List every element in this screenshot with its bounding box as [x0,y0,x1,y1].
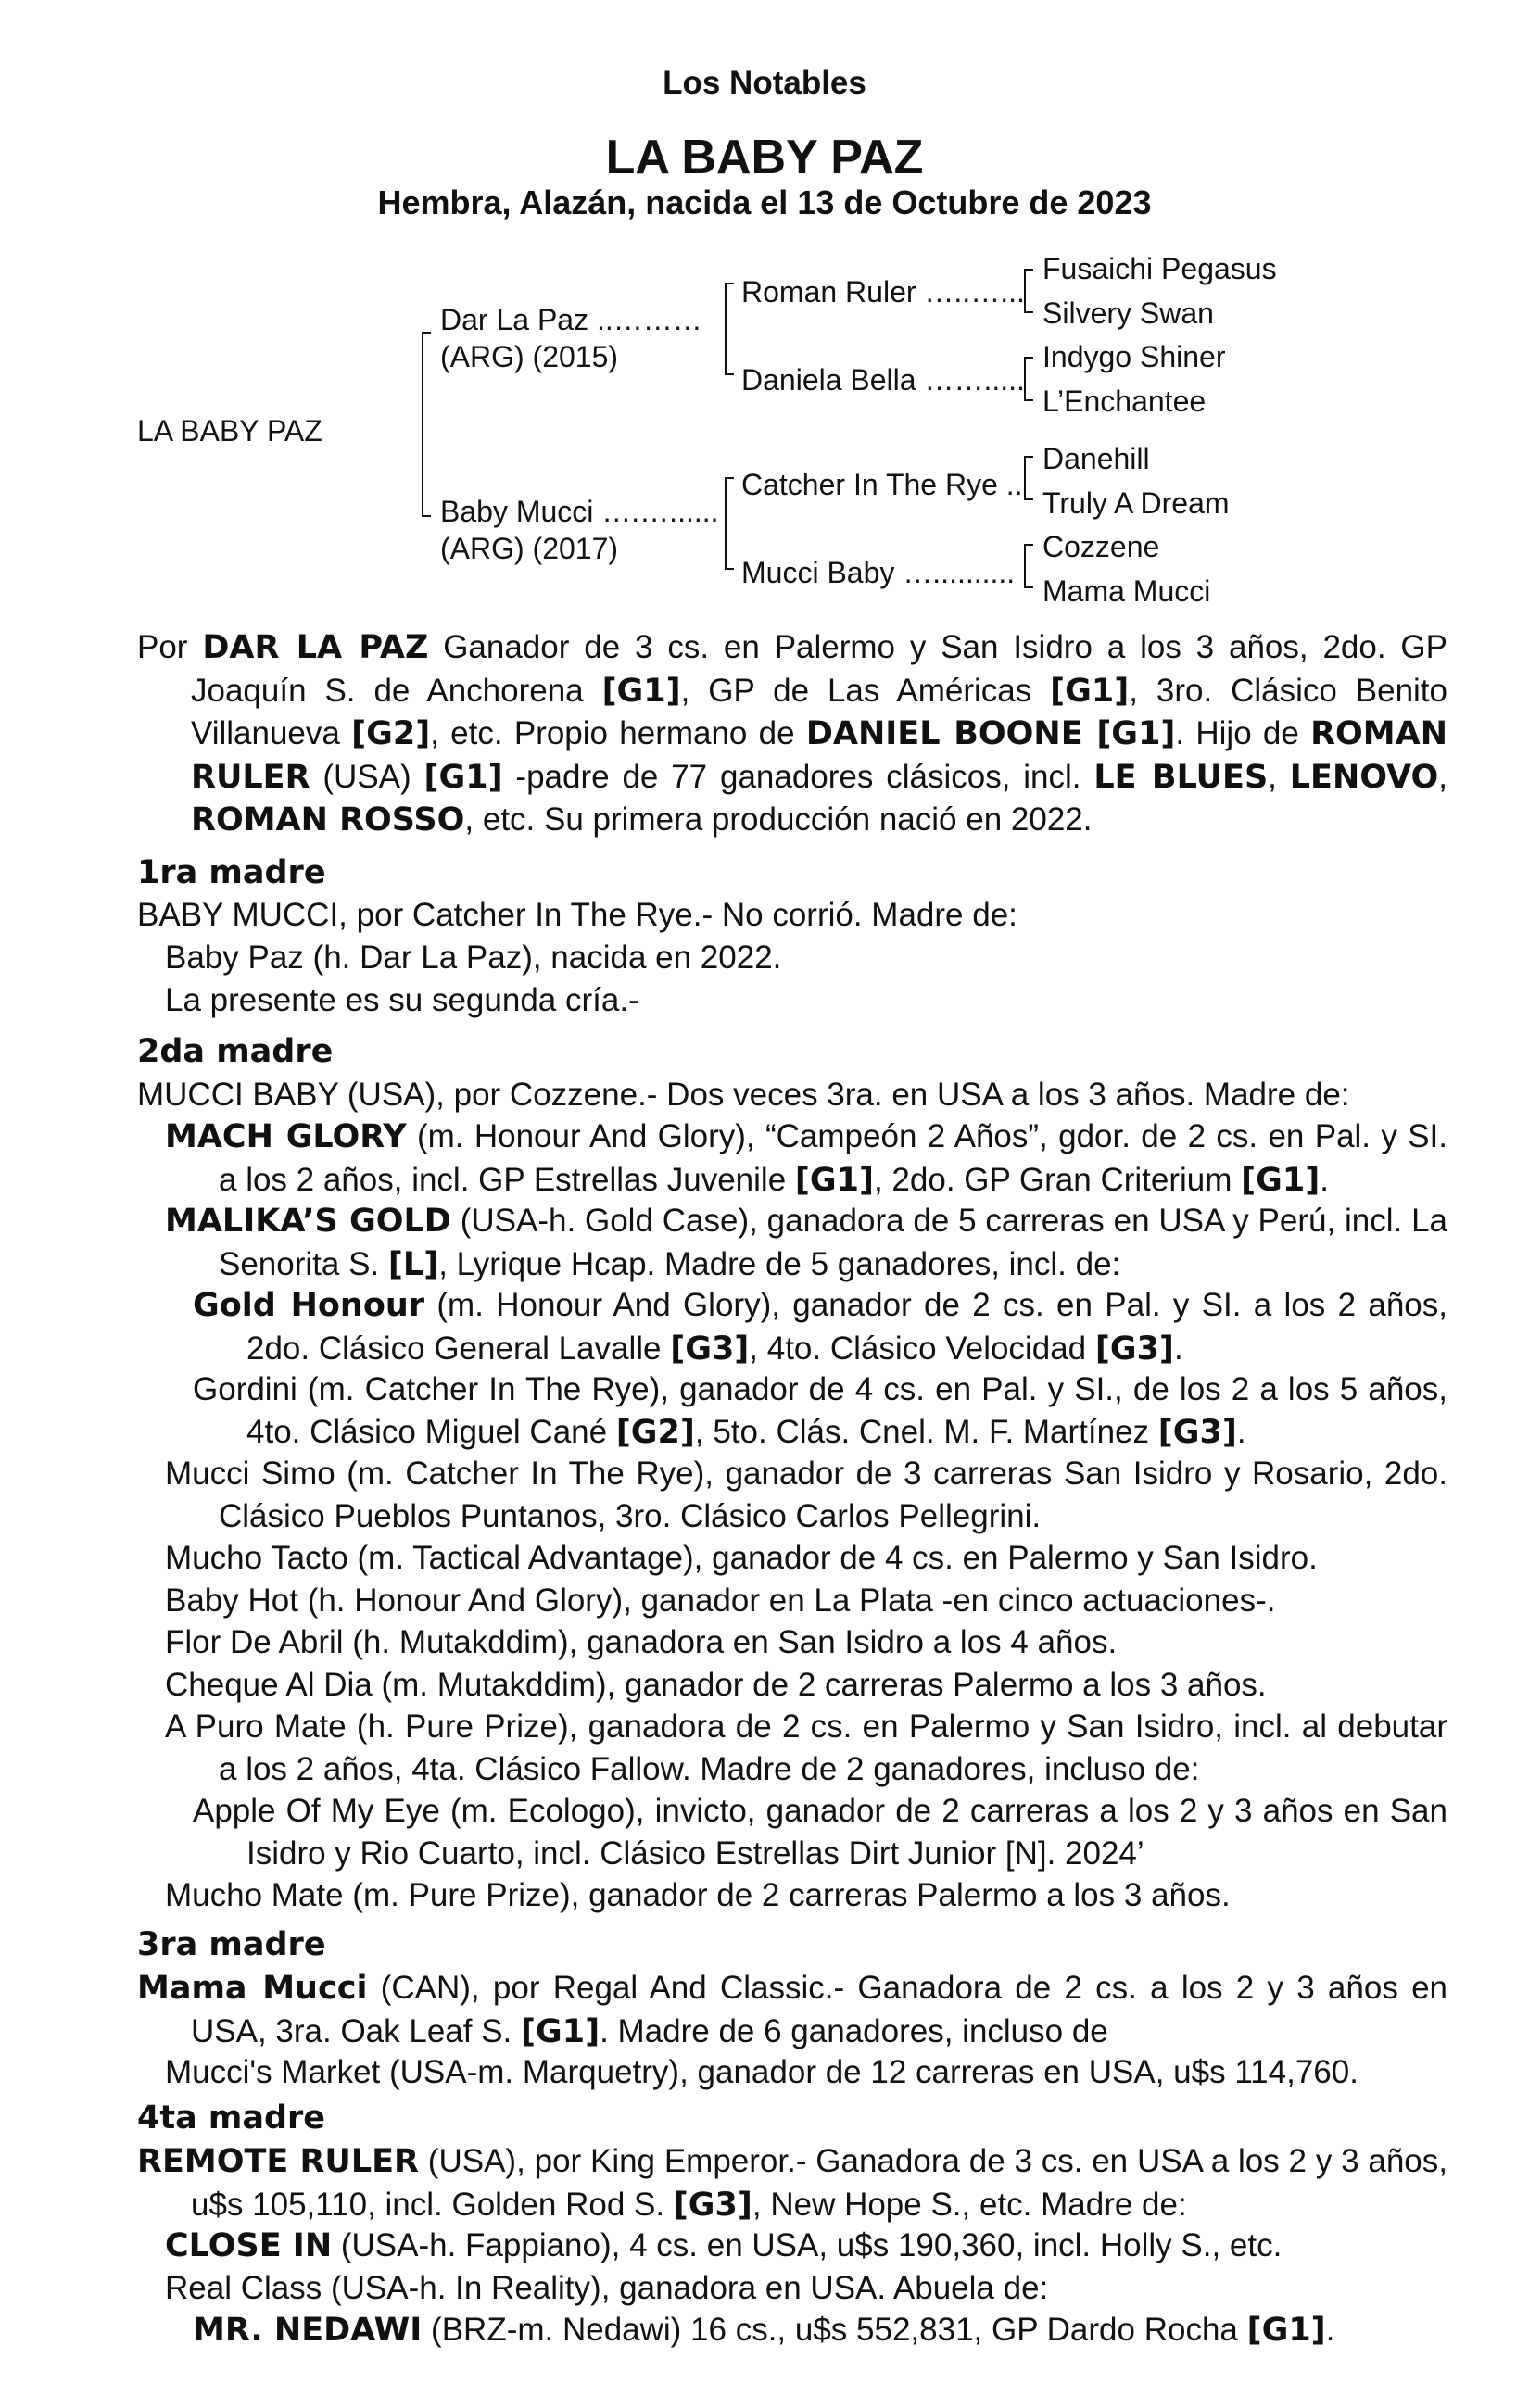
offspring-flor-de-abril: Flor De Abril (h. Mutakddim), ganadora en San Isidro a los 4 años. [165,1624,1118,1660]
offspring-gordini [193,1368,1447,1454]
text: (USA), por King Emperor.- Ganadora de 3 cs. en USA a los 2 y 3 años, u$s 105,110, incl. Golden Rod S. [191,2143,1447,2223]
pedigree-subject: LA BABY PAZ [137,414,322,448]
pedigree-bracket [725,477,734,479]
text: (USA) [310,758,424,795]
text: (m. Honour And Glory), “Campeón 2 Años”, gdor. de 2 cs. en Pal. y SI. a los 2 años, incl. GP Estrellas Juvenile [219,1118,1448,1198]
pedigree-bracket [1024,544,1033,546]
text: -padre de 77 ganadores clásicos, incl. [502,758,1094,795]
pedigree-bracket [1024,311,1033,313]
text: Por [137,629,203,665]
grade-tag: [G2] [615,1413,695,1451]
first-dam-offspring: Baby Paz (h. Dar La Paz), nacida en 2022. [165,939,782,976]
pedigree-dam-origin: (ARG) (2017) [440,532,619,565]
text: . Hijo de [1175,715,1311,751]
grade-tag: [G1] [1050,672,1130,710]
second-dam-intro: MUCCI BABY (USA), por Cozzene.- Dos veces 3ra. en USA a los 3 años. Madre de: [137,1077,1350,1113]
pedigree-sire-origin: (ARG) (2015) [440,340,619,373]
offspring-mucho-mate: Mucho Mate (m. Pure Prize), ganador de 2 carreras Palermo a los 3 años. [165,1877,1231,1913]
offspring-muccis-market: Mucci's Market (USA-m. Marquetry), ganador de 12 carreras en USA, u$s 114,760. [165,2054,1358,2090]
pedigree-bracket [725,283,734,284]
pedigree-bracket [422,515,431,517]
pedigree-bracket [1024,269,1026,313]
horse-name: REMOTE RULER [137,2143,420,2180]
grade-tag: [G2] [351,715,431,752]
pedigree-bracket [725,373,734,375]
text: (USA-h. Gold Case), ganadora de 5 carreras en USA y Perú, incl. La Senorita S. [219,1203,1448,1282]
offspring-baby-hot: Baby Hot (h. Honour And Glory), ganador en La Plata -en cinco actuaciones-. [165,1582,1276,1619]
horse-name: LENOVO [1289,758,1439,796]
offspring-a-puro-mate: A Puro Mate (h. Pure Prize), ganadora de 2 cs. en Palermo y San Isidro, incl. al debutar a los 2 años, 4ta. Clásico Fallow. Madre de 2 ganadores, incluso de: [165,1708,1447,1787]
text: , etc. Su primera producción nació en 2022. [464,801,1093,838]
text: , [1438,758,1448,795]
text: (m. Honour And Glory), ganador de 2 cs. en Pal. y SI. a los 2 años, 2do. Clásico General Lavalle [246,1287,1447,1367]
text: . Madre de 6 ganadores, incluso de [600,2012,1108,2049]
pedigree-bracket [1024,498,1033,500]
text: , 5to. Clás. Cnel. M. F. Martínez [694,1413,1158,1450]
pedigree-sire: Dar La Paz ..……… [440,303,702,336]
pedigree-ancestor: Truly A Dream [1042,486,1230,520]
text: , 3ro. Clásico Benito Villanueva [191,672,1447,751]
horse-name: Mama Mucci [137,1970,368,2007]
sire-paragraph [137,626,1447,842]
horse-name: MACH GLORY [165,1118,407,1155]
offspring-gold-honour [193,1284,1447,1370]
text: , 2do. GP Gran Criterium [873,1161,1242,1198]
grade-tag: [L] [387,1245,439,1283]
offspring-malikas-gold [165,1200,1447,1286]
horse-name: ROMAN RULER [191,715,1448,796]
grade-tag: [G3] [1094,1330,1174,1368]
pedigree-bracket [725,283,727,375]
fourth-dam-heading: 4ta madre [137,2099,326,2137]
horse-name: LE BLUES [1093,758,1269,796]
text: (BRZ-m. Nedawi) 16 cs., u$s 552,831, GP Dardo Rocha [422,2312,1247,2348]
horse-description: Hembra, Alazán, nacida el 13 de Octubre de 2023 [377,183,1152,221]
pedigree-bracket [1024,456,1026,500]
offspring-apple-of-my-eye: Apple Of My Eye (m. Ecologo), invicto, ganador de 2 carreras a los 2 y 3 años en San Isidro y Rio Cuarto, incl. Clásico Estrellas Dirt Junior [N]. 2024’ [193,1793,1447,1872]
horse-name: CLOSE IN [165,2227,333,2264]
text: , etc. Propio hermano de [430,715,806,751]
pedigree-bracket [1024,456,1033,458]
offspring-mr-nedawi [193,2309,1334,2352]
text: . [1236,1413,1246,1450]
text: (CAN), por Regal And Classic.- Ganadora de 2 cs. a los 2 y 3 años en USA, 3ra. Oak Leaf S. [191,1970,1447,2049]
horse-name: MR. NEDAWI [193,2312,423,2349]
pedigree-bracket [725,477,727,570]
text: , New Hope S., etc. Madre de: [752,2186,1187,2223]
pedigree-ancestor: Cozzene [1042,530,1160,563]
text: Gordini (m. Catcher In The Rye), ganador de 4 cs. en Pal. y SI., de los 2 a los 5 años, 4to. Clásico Miguel Cané [193,1371,1447,1450]
pedigree-bracket [1024,357,1033,359]
offspring-mucci-simo: Mucci Simo (m. Catcher In The Rye), ganador de 3 carreras San Isidro y Rosario, 2do. Clásico Pueblos Puntanos, 3ro. Clásico Carlos Pellegrini. [165,1456,1447,1534]
text: . [1325,2312,1335,2348]
pedigree-ancestor: Mama Mucci [1042,574,1211,608]
third-dam-heading: 3ra madre [137,1926,326,1963]
horse-name: Gold Honour [193,1287,425,1324]
grade-tag: [G1] [1246,2312,1326,2349]
first-dam-intro: BABY MUCCI, por Catcher In The Rye.- No corrió. Madre de: [137,897,1017,933]
first-dam-note: La presente es su segunda cría.- [165,982,639,1018]
pedigree-bracket [1024,399,1033,401]
pedigree-ancestor: Danehill [1042,442,1150,475]
grade-tag: [G1] [794,1161,874,1199]
pedigree-sire-sire: Roman Ruler …..…... [741,275,1025,309]
pedigree-ancestor: Indygo Shiner [1042,340,1226,373]
pedigree-bracket [422,332,423,517]
offspring-mucho-tacto: Mucho Tacto (m. Tactical Advantage), ganador de 4 cs. en Palermo y San Isidro. [165,1540,1318,1576]
third-dam-paragraph [137,1967,1447,2053]
fourth-dam-paragraph [137,2140,1447,2226]
grade-tag: [G3] [1157,1413,1237,1451]
text: , 4to. Clásico Velocidad [749,1330,1095,1367]
horse-name: DANIEL BOONE [G1] [805,715,1176,752]
offspring-real-class: Real Class (USA-h. In Reality), ganadora en USA. Abuela de: [165,2270,1049,2306]
pedigree-sire-dam: Daniela Bella ……..... [741,363,1025,397]
grade-tag: [G1] [521,2012,600,2050]
first-dam-heading: 1ra madre [137,854,326,891]
grade-tag: [G1] [601,672,681,710]
text: (USA-h. Fappiano), 4 cs. en USA, u$s 190,360, incl. Holly S., etc. [332,2227,1283,2263]
pedigree-bracket [422,332,431,334]
pedigree-bracket [1024,586,1033,588]
horse-name-title: LA BABY PAZ [605,131,924,184]
second-dam-heading: 2da madre [137,1033,334,1070]
series-title: Los Notables [663,65,866,101]
grade-tag: [G3] [673,2186,752,2224]
pedigree-ancestor: Silvery Swan [1042,296,1214,330]
horse-name: MALIKA’S GOLD [165,1203,451,1240]
grade-tag: [G3] [670,1330,750,1368]
pedigree-ancestor: L’Enchantee [1042,385,1207,418]
text: . [1320,1161,1329,1198]
pedigree-bracket [1024,269,1033,271]
pedigree-ancestor: Fusaichi Pegasus [1042,252,1277,285]
pedigree-bracket [1024,544,1026,588]
text: , GP de Las Américas [680,672,1051,709]
pedigree-dam: Baby Mucci ….…...... [440,495,719,528]
offspring-cheque-al-dia: Cheque Al Dia (m. Mutakddim), ganador de 2 carreras Palermo a los 3 años. [165,1667,1267,1703]
text: , Lyrique Hcap. Madre de 5 ganadores, incl. de: [438,1245,1121,1282]
text: , [1268,758,1290,795]
text: . [1173,1330,1183,1367]
pedigree-bracket [1024,357,1026,401]
sire-name: DAR LA PAZ [202,629,429,666]
grade-tag: [G1] [1241,1161,1320,1199]
text: Ganador de 3 cs. en Palermo y San Isidro a los 3 años, 2do. GP Joaquín S. de Anchorena [191,629,1447,709]
pedigree-dam-sire: Catcher In The Rye .. [741,468,1023,501]
pedigree-bracket [725,568,734,570]
offspring-close-in [165,2225,1282,2268]
horse-name: ROMAN ROSSO [191,801,465,838]
offspring-mach-glory [165,1116,1447,1202]
pedigree-dam-dam: Mucci Baby ….......... [741,556,1016,589]
grade-tag: [G1] [423,758,503,796]
